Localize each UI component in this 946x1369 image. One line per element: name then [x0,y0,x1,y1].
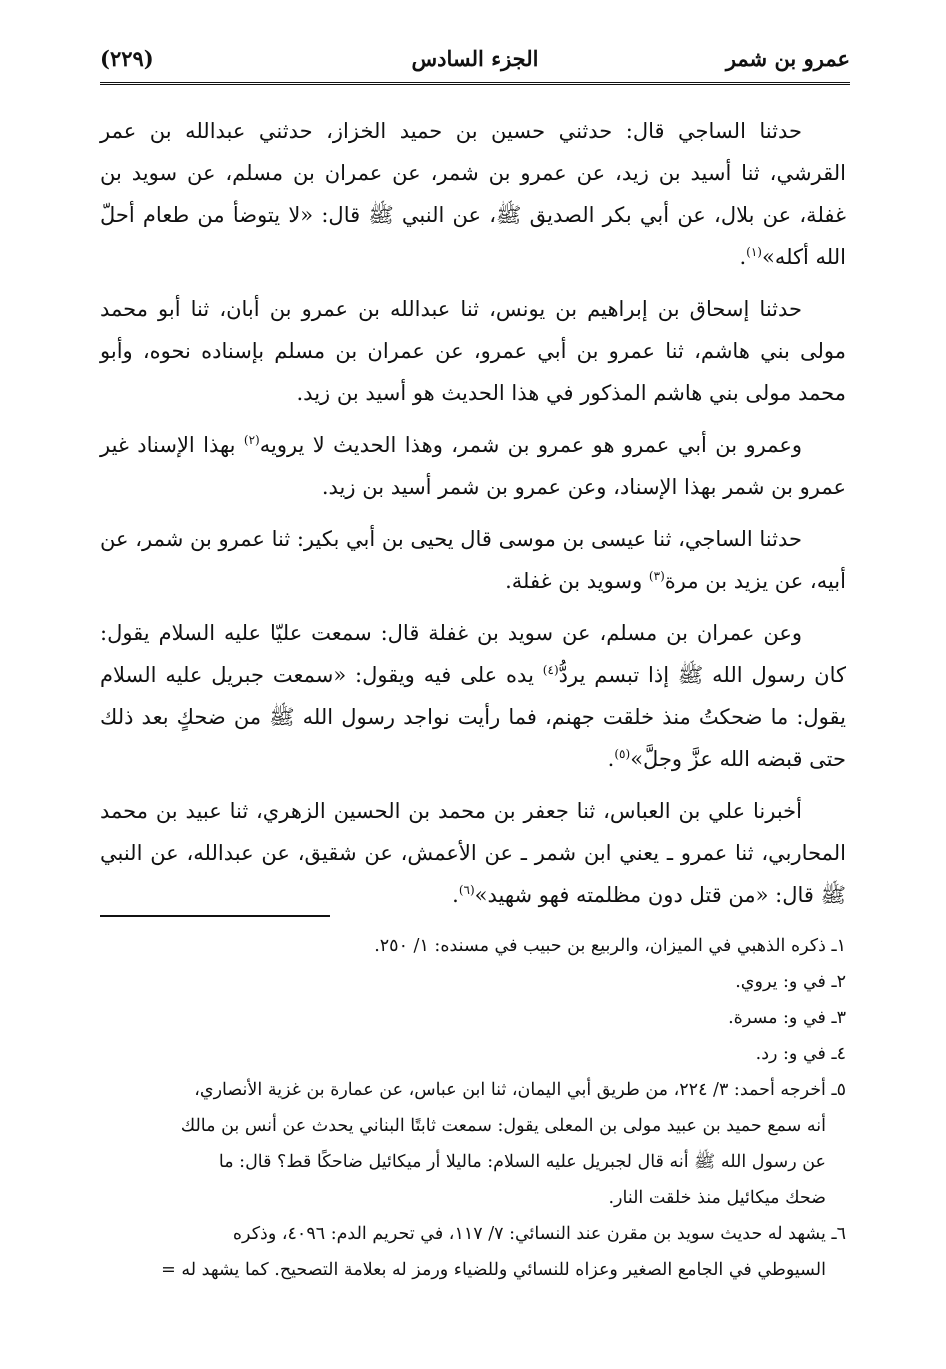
footnote-ref: (٦) [458,883,475,897]
footnote-6-line: السيوطي في الجامع الصغير وعزاه للنسائي وللضياء ورمز له بعلامة التصحيح. كما يشهد له = [161,1260,826,1280]
footnote-5-line: عن رسول الله ﷺ أنه قال لجبريل عليه السلام: ماليلا أر ميكائيل ضاحكًا قط؟ قال: ما [218,1152,826,1172]
paragraph-1: حدثنا الساجي قال: حدثني حسين بن حميد الخزاز، حدثني عبدالله بن عمر القرشي، ثنا أسيد بن زيد، عن عمرو بن شمر، عن عمران بن مسلم، عن سويد بن غفلة، عن بلال، عن أبي بكر الصديق ﷺ، عن النبي ﷺ قال: «لا يتوضأ من طعام أحلّ الله أكله»$^{(١)}$. [100,119,846,269]
paragraph-4: حدثنا الساجي، ثنا عيسى بن موسى قال يحيى بن أبي بكير: ثنا عمرو بن شمر، عن أبيه، عن يزيد بن مرة$^{(٣)}$ وسويد بن غفلة. [100,527,846,593]
footnote-3: ٣ـ في و: مسرة. [728,1008,846,1028]
footnote-6: ٦ـ يشهد له حديث سويد بن مقرن عند النسائي: ٧/ ١١٧، في تحريم الدم: ٤٠٩٦، وذكره [232,1224,846,1244]
header-rule [100,82,850,85]
paragraph-6: أخبرنا علي بن العباس، ثنا جعفر بن محمد بن الحسين الزهري، ثنا عبيد بن محمد المحاربي، ثنا عمرو ـ يعني ابن شمر ـ عن الأعمش، عن شقيق، عن عبدالله، عن النبي ﷺ قال: «من قتل دون مظلمته فهو شهيد»$^{(٦)}$. [100,799,846,907]
footnote-ref: (٢) [243,433,260,447]
footnote-ref: (٥) [614,747,631,761]
footnote-5-line: ضحك ميكائيل منذ خلقت النار. [608,1188,826,1208]
footnote-ref: (٤) [542,663,559,677]
footnote-ref: (١) [746,245,762,259]
footnote-4: ٤ـ في و: رد. [755,1044,846,1064]
page-number: (٢٢٩) [100,46,154,71]
footnote-1: ١ـ ذكره الذهبي في الميزان، والربيع بن حبيب في مسنده: ١/ ٢٥٠. [374,936,846,956]
main-text [100,110,846,926]
footnote-5-line: أنه سمع حميد بن عبيد مولى بن المعلى يقول: سمعت ثابتًا البناني يحدث عن أنس بن مالك [180,1116,826,1136]
footnote-2: ٢ـ في و: يروي. [735,972,846,992]
footnote-5: ٥ـ أخرجه أحمد: ٣/ ٢٢٤، من طريق أبي اليمان، ثنا ابن عباس، عن عمارة بن غزية الأنصاري، [194,1080,846,1100]
footnotes [90,928,846,1288]
footnote-separator [100,915,330,917]
paragraph-5: وعن عمران بن مسلم، عن سويد بن غفلة قال: سمعت عليّا عليه السلام يقول: كان رسول الله ﷺ إذا تبسم يردُّ$^{(٤)}$ يده على فيه ويقول: «سمعت جبريل عليه السلام يقول: ما ضحكتُ منذ خلقت جهنم، فما رأيت نواجد رسول الله ﷺ من ضحكٍ بعد ذلك حتى قبضه الله عزَّ وجلَّ»$^{(٥)}$. [100,621,846,771]
running-header [100,40,850,80]
header-volume: الجزء السادس [411,46,539,71]
footnote-ref: (٣) [648,569,665,583]
header-chapter-title: عمرو بن شمر [725,46,850,71]
paragraph-2: حدثنا إسحاق بن إبراهيم بن يونس، ثنا عبدالله بن عمرو بن أبان، ثنا أبو محمد مولى بني هاشم، ثنا عمرو بن أبي عمرو، عن عمران بن مسلم بإسناده نحوه، وأبو محمد مولى بني هاشم المذكور في هذا الحديث هو أسيد بن زيد. [100,297,846,405]
paragraph-3: وعمرو بن أبي عمرو هو عمرو بن شمر، وهذا الحديث لا يرويه$^{(٢)}$ بهذا الإسناد غير عمرو بن شمر بهذا الإسناد، وعن عمرو بن شمر أسيد بن زيد. [100,433,846,499]
